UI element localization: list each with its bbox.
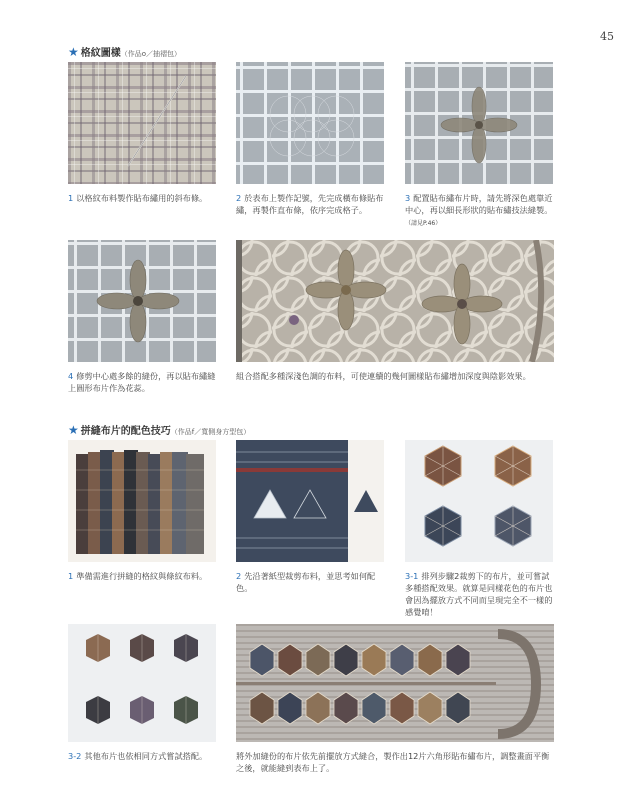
photo-finished-bag (236, 240, 554, 362)
page-number: 45 (600, 30, 614, 43)
caption-step-1: 1 以格紋布料製作貼布繡用的斜布條。 (68, 193, 208, 203)
section-title: 格紋圖樣 (80, 48, 121, 59)
photo-hexagons-more (68, 624, 216, 742)
photo-cut-triangles (236, 440, 384, 562)
section-title: 拼縫布片的配色技巧 (80, 426, 171, 437)
caption-step-4: 4 修剪中心處多餘的縫份，再以貼布繡縫上圓形布片作為花蕊。 (68, 371, 216, 393)
caption-step-3: 3 配置貼布繡布片時，請先將深色處靠近中心，再以細長形狀的貼布繡技法縫製。（請見P.46） (405, 193, 553, 227)
caption-hexagon-result: 將外加縫份的布片依先前擺放方式縫合，製作出12片六角形貼布繡布片，調整畫面平衡之後，就能縫到表布上了。 (236, 751, 550, 773)
caption-s2-step-3-1: 3-1 排列步驟2裁剪下的布片，並可嘗試多種搭配效果。就算是同樣花色的布片也會因為擺放方式不同而呈現完全不一樣的感覺唷！ (405, 571, 553, 617)
star-icon: ★ (68, 423, 79, 437)
section-subtitle: （作品o／抽褶包） (120, 50, 182, 58)
caption-s2-step-1: 1 準備需進行拼縫的格紋與條紋布料。 (68, 571, 208, 581)
section-subtitle: （作品f／寬側身方型包） (170, 428, 251, 436)
photo-fabric-stack (68, 440, 216, 562)
caption-step-2: 2 於表布上製作記號，先完成橫布條貼布繡，再製作直布條，依序完成格子。 (236, 193, 384, 215)
photo-hexagon-bag (236, 624, 554, 742)
photo-plaid-fabric (68, 62, 216, 184)
caption-s2-step-3-2: 3-2 其他布片也依相同方式嘗試搭配。 (68, 751, 208, 761)
caption-bag-result: 組合搭配多種深淺色調的布料，可使連續的幾何圖樣貼布繡增加深度與陰影效果。 (236, 371, 531, 381)
photo-petal-applique (405, 62, 553, 184)
photo-flower-center (68, 240, 216, 362)
section-heading-color (68, 422, 250, 437)
star-icon: ★ (68, 45, 79, 59)
section-heading-plaid (68, 44, 181, 59)
photo-hexagon-arrangements (405, 440, 553, 562)
caption-s2-step-2: 2 先沿著紙型裁剪布料，並思考如何配色。 (236, 571, 376, 593)
photo-grid-bias-strips (236, 62, 384, 184)
